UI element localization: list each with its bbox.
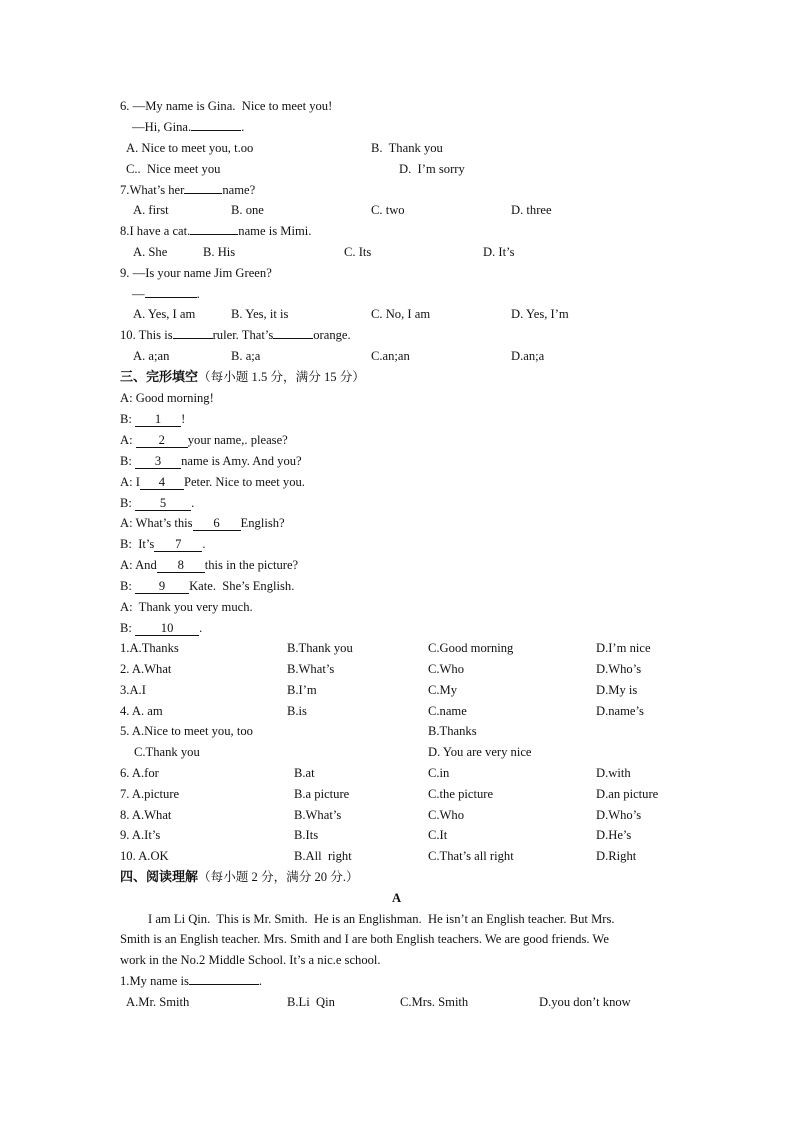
dialogue-text: . [202, 537, 206, 551]
cloze-blank-9[interactable]: 9 [135, 579, 189, 594]
q8-post: name is Mimi. [238, 224, 312, 238]
q8-pre: 8.I have a cat. [120, 224, 191, 238]
q6-option-a: A. Nice to meet you, t.oo [126, 141, 254, 155]
cloze-option-3c: C.My [428, 683, 458, 697]
q8-option-b: B. His [203, 245, 236, 259]
q10-option-a: A. a;an [133, 349, 170, 363]
q8-answer-blank[interactable] [190, 234, 238, 235]
cloze-option-9d: D.He’s [596, 828, 632, 842]
q10-option-b: B. a;a [231, 349, 261, 363]
dialogue-line-12 [120, 620, 202, 636]
cloze-option-4d: D.name’s [596, 704, 644, 718]
q9-reply: — . [132, 287, 200, 301]
q10-option-d: D.an;a [511, 349, 545, 363]
cloze-option-1d: D.I’m nice [596, 641, 651, 655]
cloze-option-4a: 4. A. am [120, 704, 163, 718]
q8-stem [120, 223, 311, 239]
speaker: B: [120, 621, 136, 635]
q9-answer-blank[interactable] [145, 297, 197, 298]
speaker: B: [120, 496, 136, 510]
section-3-title: 三、完形填空 [120, 370, 199, 385]
dialogue-line-8 [120, 536, 205, 552]
speaker: B: [120, 412, 136, 426]
q7-option-b: B. one [231, 203, 264, 217]
q8-option-c: C. Its [344, 245, 372, 259]
dialogue-line-3 [120, 432, 288, 448]
q7-post: name? [222, 183, 256, 197]
cloze-blank-6[interactable]: 6 [193, 516, 241, 531]
q9-reply-text: — [132, 287, 145, 301]
section-4-title: 四、阅读理解 [120, 870, 199, 885]
cloze-blank-10[interactable]: 10 [135, 621, 199, 636]
q7-answer-blank[interactable] [184, 193, 222, 194]
q9-stem: 9. —Is your name Jim Green? [120, 266, 272, 280]
cloze-option-10c: C.That’s all right [428, 849, 514, 863]
cloze-option-3d: D.My is [596, 683, 638, 697]
section-4-score: （每小题 2 分，满分 20 分.） [198, 870, 359, 884]
cloze-option-3b: B.I’m [287, 683, 317, 697]
q9-option-b: B. Yes, it is [231, 307, 289, 321]
speaker: A: [120, 516, 136, 530]
q8-option-d: D. It’s [483, 245, 515, 259]
cloze-option-5c: C.Thank you [134, 745, 200, 759]
dialogue-line-10 [120, 578, 294, 594]
cloze-option-2b: B.What’s [287, 662, 335, 676]
dialogue-text: this in the picture? [204, 558, 299, 572]
section-3-heading [120, 369, 365, 386]
dialogue-text: . [199, 621, 203, 635]
cloze-option-7b: B.a picture [294, 787, 350, 801]
dialogue-text: name is Amy. And you? [181, 454, 302, 468]
dialogue-text: English? [240, 516, 285, 530]
cloze-blank-5[interactable]: 5 [135, 496, 191, 511]
dialogue-text: What’s this [135, 516, 193, 530]
dialogue-line-5 [120, 474, 305, 490]
cloze-option-8a: 8. A.What [120, 808, 172, 822]
cloze-option-6c: C.in [428, 766, 450, 780]
cloze-option-2c: C.Who [428, 662, 465, 676]
cloze-option-8c: C.Who [428, 808, 465, 822]
dialogue-line-4 [120, 453, 302, 469]
speaker: A: [120, 475, 136, 489]
dialogue-text: And [135, 558, 157, 572]
speaker: B: [120, 454, 136, 468]
dialogue-line-6 [120, 495, 194, 511]
dialogue-line-2 [120, 411, 185, 427]
reading-q1-option-b: B.Li Qin [287, 995, 335, 1009]
dialogue-text: It’s [135, 537, 155, 551]
section-4-heading [120, 869, 359, 886]
cloze-blank-7[interactable]: 7 [154, 537, 202, 552]
speaker: A: [120, 433, 136, 447]
cloze-option-5d: D. You are very nice [428, 745, 532, 759]
q6-reply-text: —Hi, Gina. [132, 120, 192, 134]
cloze-option-10d: D.Right [596, 849, 637, 863]
reading-q1-option-c: C.Mrs. Smith [400, 995, 469, 1009]
dialogue-text: Thank you very much. [135, 600, 253, 614]
dialogue-text: g! [203, 391, 214, 405]
dialogue-text: Peter. Nice to meet you. [183, 475, 305, 489]
q10-post: orange. [313, 328, 351, 342]
q10-pre: 10. This is [120, 328, 173, 342]
q10-answer-blank-2[interactable] [273, 338, 313, 339]
q6-stem: 6. —My name is Gina. Nice to meet you! [120, 99, 333, 113]
reading-q1-stem [120, 973, 262, 989]
dialogue-line-1 [120, 390, 214, 406]
cloze-option-1a: 1.A.Thanks [120, 641, 179, 655]
cloze-option-7c: C.the picture [428, 787, 494, 801]
q6-option-b: B. Thank you [371, 141, 443, 155]
cloze-option-1b: B.Thank you [287, 641, 353, 655]
q8-option-a: A. She [133, 245, 168, 259]
cloze-blank-8[interactable]: 8 [157, 558, 205, 573]
cloze-option-4b: B.is [287, 704, 307, 718]
q6-reply: —Hi, Gina. . [132, 120, 245, 134]
passage-title: A [392, 891, 402, 905]
passage-line-3: work in the No.2 Middle School. It’s a nic.e school. [120, 953, 381, 967]
cloze-option-10a: 10. A.OK [120, 849, 169, 863]
dialogue-text: your name,. please? [187, 433, 288, 447]
q6-option-c: C.. Nice meet you [126, 162, 221, 176]
section-3-score: （每小题 1.5 分，满分 15 分） [198, 370, 365, 384]
cloze-blank-3[interactable]: 3 [135, 454, 181, 469]
reading-q1-pre: 1.My name is [120, 974, 189, 988]
cloze-option-6d: D.with [596, 766, 631, 780]
q9-option-d: D. Yes, I’m [511, 307, 569, 321]
q10-mid: ruler. That’s [212, 328, 274, 342]
q10-stem [120, 327, 351, 343]
speaker: B: [120, 537, 136, 551]
cloze-option-9a: 9. A.It’s [120, 828, 161, 842]
cloze-option-1c: C.Good morning [428, 641, 514, 655]
dialogue-text: I [135, 475, 140, 489]
reading-q1-option-a: A.Mr. Smith [126, 995, 190, 1009]
cloze-option-8b: B.What’s [294, 808, 342, 822]
cloze-option-7d: D.an picture [596, 787, 659, 801]
cloze-option-6a: 6. A.for [120, 766, 159, 780]
cloze-option-5b: B.Thanks [428, 724, 477, 738]
dialogue-text: ! [181, 412, 186, 426]
cloze-blank-4[interactable]: 4 [140, 475, 184, 490]
cloze-option-6b: B.at [294, 766, 315, 780]
q7-option-a: A. first [133, 203, 169, 217]
dialogue-text: Kate. She’s English. [189, 579, 295, 593]
cloze-option-7a: 7. A.picture [120, 787, 180, 801]
cloze-option-2d: D.Who’s [596, 662, 642, 676]
q10-option-c: C.an;an [371, 349, 410, 363]
q9-option-a: A. Yes, I am [133, 307, 196, 321]
cloze-option-2a: 2. A.What [120, 662, 172, 676]
q10-answer-blank-1[interactable] [173, 338, 213, 339]
cloze-option-10b: B.All right [294, 849, 352, 863]
q7-option-c: C. two [371, 203, 405, 217]
q7-pre: 7.What’s her [120, 183, 185, 197]
cloze-blank-2[interactable]: 2 [136, 433, 188, 448]
speaker: B: [120, 579, 136, 593]
cloze-option-3a: 3.A.I [120, 683, 146, 697]
passage-line-1: I am Li Qin. This is Mr. Smith. He is an Englishman. He isn’t an English teacher. But Mrs. [148, 912, 615, 926]
cloze-option-9b: B.Its [294, 828, 319, 842]
reading-q1-option-d: D.you don’t know [539, 995, 631, 1009]
cloze-option-8d: D.Who’s [596, 808, 642, 822]
cloze-option-9c: C.It [428, 828, 448, 842]
q7-stem [120, 182, 255, 198]
cloze-option-4c: C.name [428, 704, 467, 718]
q6-option-d: D. I’m sorry [399, 162, 465, 176]
cloze-option-5a: 5. A.Nice to meet you, too [120, 724, 253, 738]
speaker: A: [120, 558, 136, 572]
speaker: A: [120, 600, 136, 614]
speaker: A: [120, 391, 136, 405]
dialogue-line-9 [120, 557, 298, 573]
dialogue-line-7 [120, 515, 285, 531]
dialogue-text: Good mornin [135, 391, 204, 405]
reading-q1-post: . [258, 974, 263, 988]
q9-option-c: C. No, I am [371, 307, 431, 321]
cloze-blank-1[interactable]: 1 [135, 412, 181, 427]
q6-answer-blank[interactable] [191, 130, 241, 131]
q7-option-d: D. three [511, 203, 552, 217]
dialogue-text: . [191, 496, 195, 510]
dialogue-line-11 [120, 599, 253, 615]
reading-q1-answer-blank[interactable] [189, 984, 259, 985]
passage-line-2: Smith is an English teacher. Mrs. Smith and I are both English teachers. We are good friends. We [120, 932, 609, 946]
